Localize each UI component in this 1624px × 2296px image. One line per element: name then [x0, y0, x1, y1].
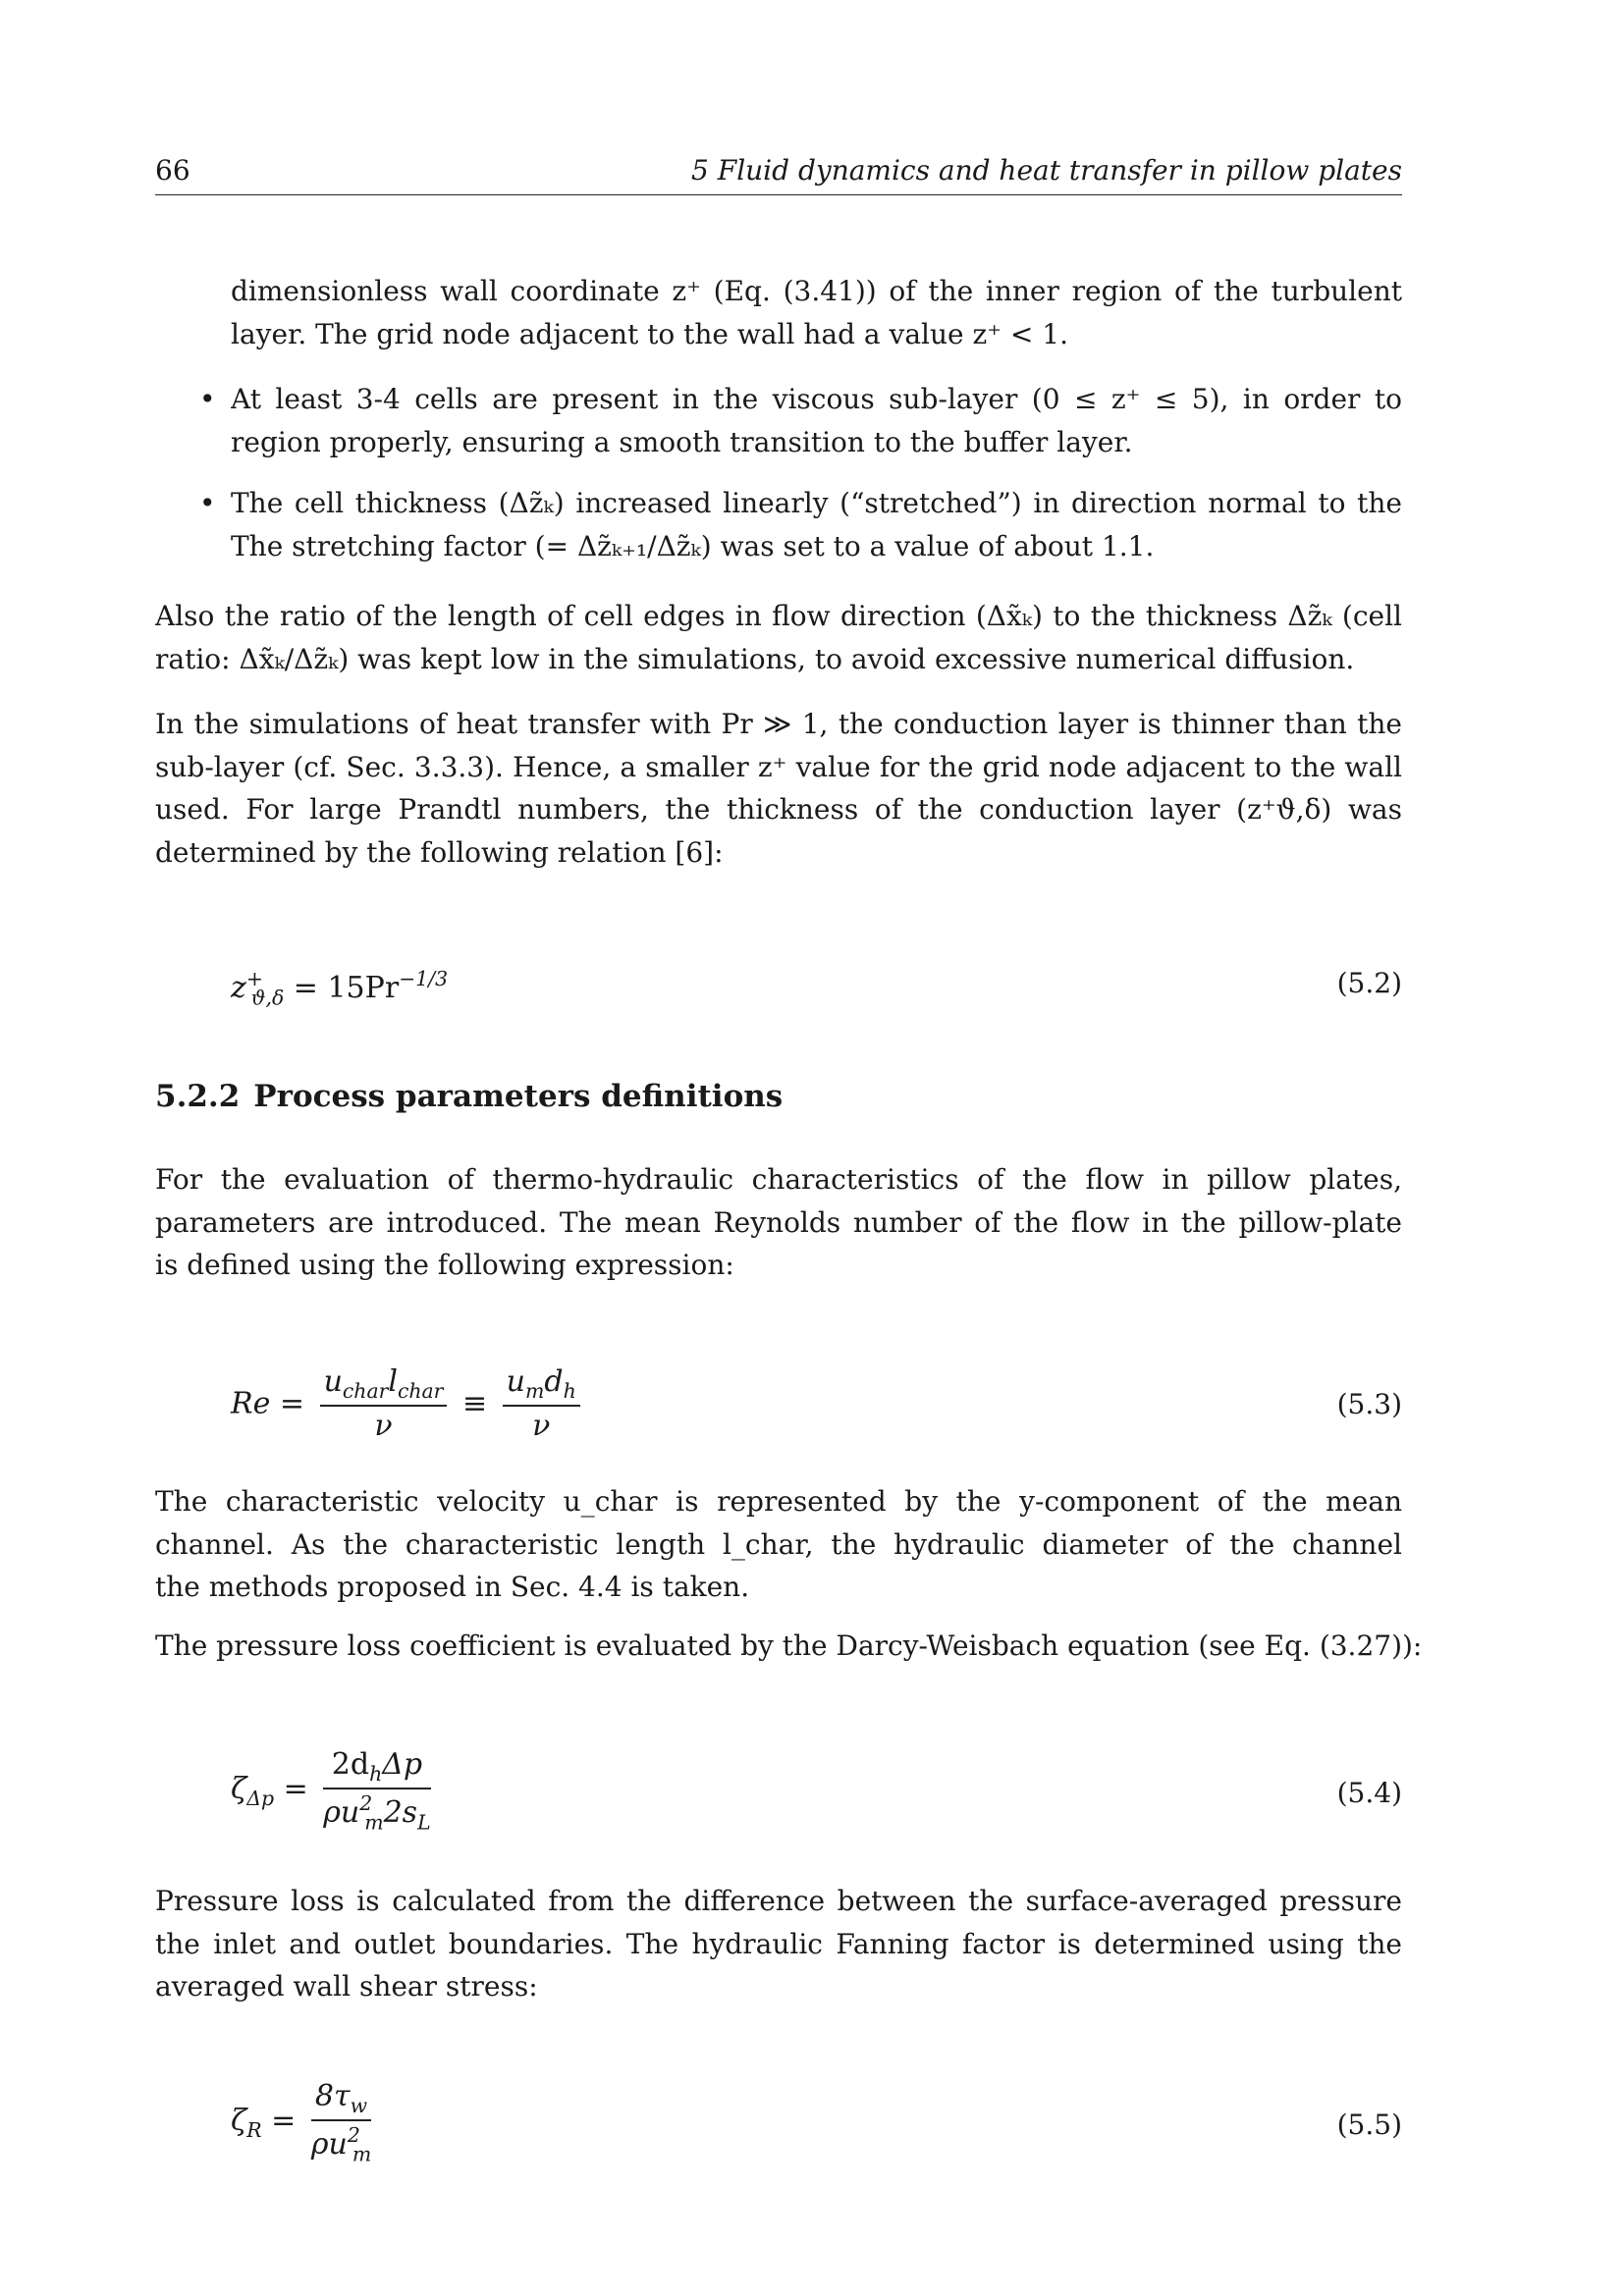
page-header: [155, 147, 1402, 195]
text-line: Pressure loss is calculated from the difference between the surface-averaged pressure: [155, 1885, 1402, 1917]
eq-subscript: m: [525, 1379, 545, 1404]
text-line: The cell thickness (Δz̃ₖ) increased linearly (“stretched”) in direction normal to the: [231, 487, 1402, 519]
fraction-denominator: [323, 1789, 430, 1834]
equation-number: (5.2): [1336, 967, 1402, 999]
eq-symbol: ρu: [310, 2127, 348, 2163]
fraction-numerator: [323, 1747, 430, 1789]
paragraph: [155, 1625, 1423, 1668]
equation-5-3: [231, 1364, 1402, 1463]
eq-lhs: [231, 2103, 297, 2142]
running-title: 5 Fluid dynamics and heat transfer in pillow plates: [691, 154, 1402, 187]
eq-lhs: Re =: [231, 1386, 305, 1421]
eq-symbol: Δp: [382, 1747, 423, 1782]
eq-symbol: u: [323, 1364, 343, 1399]
eq-subscript: h: [563, 1379, 576, 1404]
eq-subscript: m: [364, 1810, 384, 1835]
eq-symbol: ζ: [231, 1771, 247, 1806]
fraction-numerator: [320, 1364, 448, 1407]
text-line: used. For large Prandtl numbers, the thickness of the conduction layer (z⁺ϑ,δ) was: [155, 793, 1402, 826]
eq-superscript: 2: [359, 1791, 373, 1816]
eq-superscript: 2: [347, 2123, 360, 2148]
text-line: At least 3-4 cells are present in the viscous sub-layer (0 ≤ z⁺ ≤ 5), in order to: [231, 383, 1402, 415]
eq-rhs: = 15Pr: [293, 971, 400, 1006]
fraction-numerator: [503, 1364, 580, 1407]
bullet-marker: •: [199, 383, 216, 415]
section-number: 5.2.2: [155, 1079, 241, 1114]
bullet-item: [231, 378, 1402, 463]
bullet-marker: •: [199, 487, 216, 519]
eq-lhs: [231, 1771, 308, 1810]
eq-subscript: R: [246, 2117, 262, 2142]
eq-symbol: 2d: [331, 1747, 370, 1782]
paragraph: [155, 1880, 1402, 2008]
eq-subscript: char: [342, 1379, 389, 1404]
equation-5-4: [231, 1747, 1402, 1845]
text-line: ratio: Δx̃ₖ/Δz̃ₖ) was kept low in the simulations, to avoid excessive numerical diffusion.: [155, 642, 1355, 675]
equation-formula: [231, 2079, 377, 2165]
paragraph: [155, 1480, 1402, 1609]
eq-subscript: L: [417, 1810, 431, 1835]
text-line: channel. As the characteristic length l_char, the hydraulic diameter of the channel: [155, 1527, 1402, 1561]
text-line: region properly, ensuring a smooth transition to the buffer layer.: [231, 425, 1133, 458]
equation-number: (5.5): [1336, 2109, 1402, 2141]
equation-5-2: [231, 967, 1402, 1045]
eq-symbol: 2s: [383, 1795, 418, 1831]
paragraph: [155, 595, 1402, 680]
text-line: is defined using the following expression:: [155, 1249, 734, 1281]
eq-operator: =: [271, 2103, 297, 2138]
equation-formula: [231, 1747, 437, 1834]
text-line: parameters are introduced. The mean Reynolds number of the flow in the pillow-plate: [155, 1205, 1402, 1239]
fraction-denominator: [311, 2121, 371, 2165]
fraction: [320, 1364, 448, 1443]
eq-symbol: z: [231, 971, 246, 1006]
equation-formula: [231, 967, 448, 1009]
eq-symbol: l: [388, 1364, 398, 1399]
paragraph-continuation: [231, 270, 1402, 355]
text-line: Also the ratio of the length of cell edges in flow direction (Δx̃ₖ) to the thickness Δz̃ₖ (cell: [155, 600, 1402, 632]
text-line: The stretching factor (= Δz̃ₖ₊₁/Δz̃ₖ) was set to a value of about 1.1.: [231, 529, 1155, 562]
eq-superscript: +: [245, 967, 263, 990]
text-line: dimensionless wall coordinate z⁺ (Eq. (3.41)) of the inner region of the turbulent: [231, 275, 1402, 307]
equation-formula: [231, 1364, 586, 1443]
text-line: averaged wall shear stress:: [155, 1970, 538, 2002]
eq-symbol: ζ: [231, 2103, 247, 2138]
eq-symbol: u: [506, 1364, 525, 1399]
eq-symbol: d: [544, 1364, 564, 1399]
text-line: the inlet and outlet boundaries. The hydraulic Fanning factor is determined using the: [155, 1927, 1402, 1960]
text-line: determined by the following relation [6]:: [155, 835, 724, 869]
section-title: Process parameters definitions: [253, 1079, 784, 1114]
fraction-denominator: ν: [532, 1409, 551, 1444]
eq-subscript: m: [352, 2142, 372, 2166]
eq-symbol: 8τ: [314, 2079, 351, 2113]
text-line: The pressure loss coefficient is evaluated by the Darcy-Weisbach equation (see Eq. (3.27)):: [155, 1629, 1423, 1662]
equation-5-5: [231, 2079, 1402, 2177]
equation-number: (5.3): [1336, 1388, 1402, 1420]
fraction: [311, 2079, 371, 2165]
eq-operator: ≡: [461, 1386, 488, 1421]
text-line: The characteristic velocity u_char is represented by the y-component of the mean: [155, 1485, 1402, 1518]
text-line: For the evaluation of thermo-hydraulic characteristics of the flow in pillow plates,: [155, 1163, 1402, 1196]
fraction: [323, 1747, 430, 1834]
text-line: In the simulations of heat transfer with Pr ≫ 1, the conduction layer is thinner than the: [155, 708, 1402, 740]
eq-subscript: char: [397, 1379, 444, 1404]
eq-subscript: h: [369, 1762, 383, 1787]
eq-operator: =: [283, 1771, 308, 1806]
eq-symbol: ρu: [323, 1795, 360, 1831]
eq-superscript: −1/3: [399, 967, 449, 990]
paragraph: [155, 703, 1402, 874]
eq-subscript: w: [350, 2094, 368, 2118]
paragraph: [155, 1158, 1402, 1287]
eq-subscript: Δp: [246, 1786, 275, 1810]
text-line: sub-layer (cf. Sec. 3.3.3). Hence, a smaller z⁺ value for the grid node adjacent to the wall: [155, 750, 1402, 783]
fraction-numerator: [311, 2079, 371, 2121]
text-line: the methods proposed in Sec. 4.4 is taken.: [155, 1571, 750, 1603]
bullet-item: [231, 482, 1402, 567]
equation-number: (5.4): [1336, 1777, 1402, 1809]
page-number: 66: [155, 154, 190, 187]
section-heading: [155, 1075, 783, 1118]
eq-subscript: ϑ,δ: [250, 986, 285, 1010]
fraction-denominator: ν: [374, 1409, 393, 1444]
fraction: [503, 1364, 580, 1443]
text-line: layer. The grid node adjacent to the wall had a value z⁺ < 1.: [231, 317, 1068, 350]
